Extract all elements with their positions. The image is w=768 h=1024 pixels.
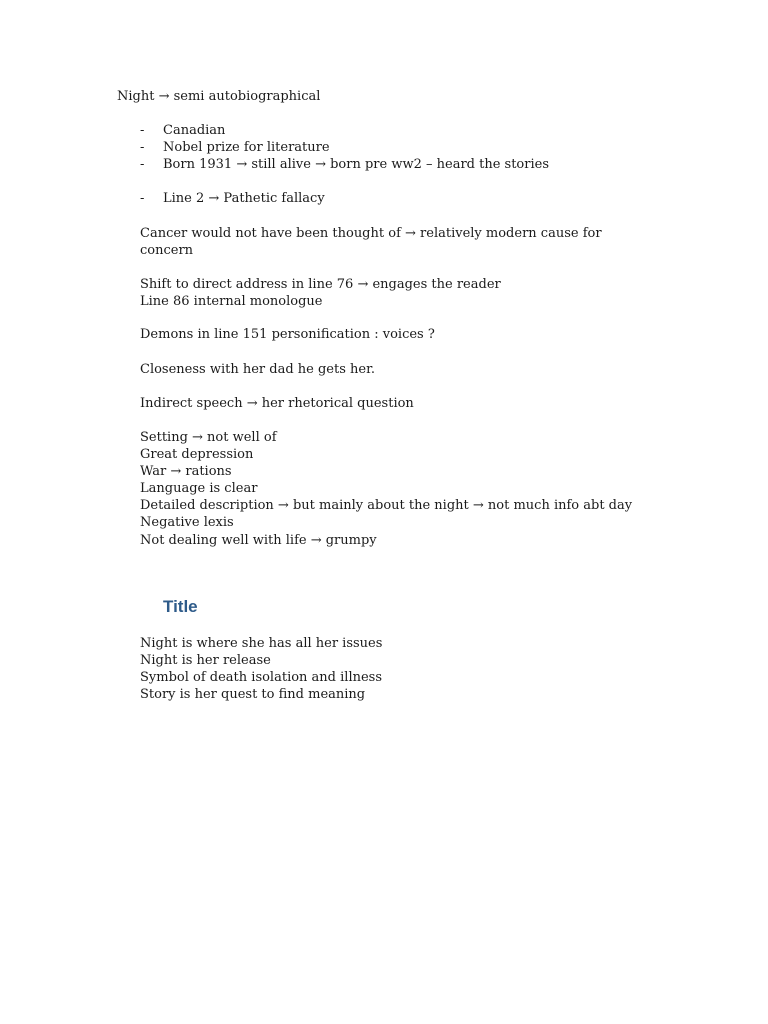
paragraph-line: Demons in line 151 personification : voices ?: [140, 327, 435, 342]
paragraph-line: Story is her quest to find meaning: [140, 687, 366, 702]
bullet-marker: -: [140, 140, 145, 155]
paragraph-line: Not dealing well with life → grumpy: [140, 533, 377, 548]
paragraph-line: Symbol of death isolation and illness: [140, 670, 383, 685]
bullet-item: Line 2 → Pathetic fallacy: [163, 191, 325, 206]
paragraph-line: War → rations: [140, 464, 232, 479]
paragraph-line: Negative lexis: [140, 515, 234, 530]
bullet-marker: -: [140, 157, 145, 172]
bullet-item: Canadian: [163, 123, 226, 138]
paragraph-line: Line 86 internal monologue: [140, 294, 323, 309]
paragraph-line: concern: [140, 243, 194, 258]
paragraph-line: Shift to direct address in line 76 → engages the reader: [140, 277, 501, 292]
paragraph-line: Setting → not well of: [140, 430, 277, 445]
bullet-marker: -: [140, 191, 145, 206]
intro-line: Night → semi autobiographical: [117, 89, 321, 104]
bullet-item: Nobel prize for literature: [163, 140, 330, 155]
paragraph-line: Closeness with her dad he gets her.: [140, 362, 376, 377]
paragraph-line: Indirect speech → her rhetorical question: [140, 396, 414, 411]
paragraph-line: Cancer would not have been thought of → relatively modern cause for: [140, 226, 602, 241]
bullet-item: Born 1931 → still alive → born pre ww2 – heard the stories: [163, 157, 549, 172]
bullet-marker: -: [140, 123, 145, 138]
paragraph-line: Detailed description → but mainly about the night → not much info abt day: [140, 498, 633, 513]
paragraph-line: Night is where she has all her issues: [140, 636, 383, 651]
paragraph-line: Night is her release: [140, 653, 271, 668]
paragraph-line: Language is clear: [140, 481, 258, 496]
section-heading-title: Title: [163, 597, 198, 616]
paragraph-line: Great depression: [140, 447, 254, 462]
